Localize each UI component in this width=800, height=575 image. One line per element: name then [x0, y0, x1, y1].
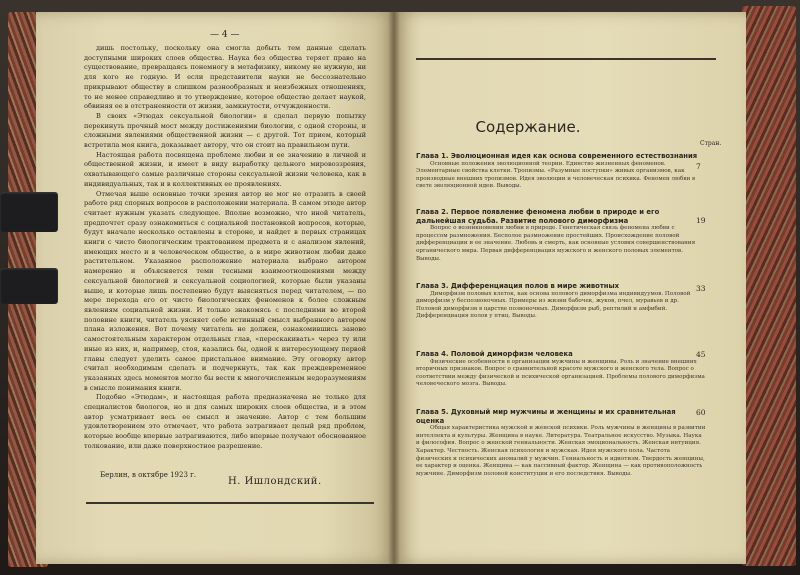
chapter-page: 60: [696, 408, 706, 417]
chapter-summary: Общая характеристика мужской и женской психики. Роль мужчины и женщины в развитии интеллекта и культуры. Женщина в науке. Литература. Театральное искусство. Музыка. Наука и философия. Вопрос о женской гениальности. Женская эмоциональность. Женская интуиция. Характер. Честность. Женская психология и мужская. Идея мужского пола. Частота физических и психических аномалий у мужчин. Гениальность и идиотизм. Твердость женщины, ее характер и оценка. Женщина — как пассивный фактор. Женщина — как противоположность мужчине. Диморфизм половой конституции и его последствия. Выводы.: [416, 425, 706, 477]
toc-title: Содержание.: [475, 118, 581, 136]
book-gutter: [388, 12, 400, 564]
clip-bottom: [0, 268, 58, 304]
chapter-summary: Физические особенности в организации мужчины и женщины. Роль и значение внешних вторичных признаков. Вопрос о сравнительной красоте мужского и женского тела. Вопрос о соответствии между физической и психической организацией. Проблемы полового диморфизма человеческого мозга. Выводы.: [416, 358, 705, 388]
pages-label: Стран.: [700, 140, 722, 147]
chapter-heading: Глава 1. Эволюционная идея как основа современного естествознания: [416, 152, 698, 160]
chapter-heading: Глава 4. Половой диморфизм человека: [416, 350, 573, 358]
chapter-page: 19: [696, 216, 706, 225]
paragraph: Настоящая работа посвящена проблеме любви и ее значению в личной и общественной жизни, и имеет в виду выработку цельного мировоззрения, охватывающего самые различные стороны сексуальной жизни человека, как в индивидуальных, так и в коллективных ее проявлениях.: [84, 150, 366, 188]
toc-chapter-2: [416, 208, 706, 263]
toc-chapter-3: [416, 282, 706, 321]
paragraph: В своих «Этюдах сексуальной биологии» я сделал первую попытку перекинуть прочный мост между достижениями биологии, с одной стороны, и сложными явлениями общественной жизни — с другой. Тот прием, который встретила моя книга, доказывает автору, что он стоит на правильном пути.: [84, 111, 366, 150]
toc-chapter-5: [416, 408, 706, 478]
clip-top: [0, 192, 58, 232]
preface-text: [84, 44, 366, 452]
paragraph: Подобно «Этюдам», и настоящая работа предназначена не только для специалистов биологов, но и для самых широких слоев общества, и в этом автор усматривает весь ее смысл и значение. Автор с тем большим удовлетворением это отмечает, что работа затрагивает целый ряд проблем, которые вообще впервые затрагиваются, либо впервые получают обоснованное толкование, или даже поверхностное разрешение.: [84, 393, 366, 450]
paragraph: Отмечая выше основные точки зрения автор не мог не отразить в своей работе ряд спорных вопросов в расположении материала. В самом этюде автор считает нужным указать следующее. Вполне возможно, что иной читатель, предпочтет сразу ознакомиться с социальной постановкой вопросов, которые, будут вначале несколько оставлены в стороне, и найдет в первых страницах книги с чисто биологическим трактованием предмета и с анализом явлений, имеющих место и в человеческом обществе, а в мире животном любви даже растительном. Указанное расположение материала выбрано автором намеренно и объясняется теми тесными взаимоотношениями между сексуальной биологией и сексуальной социологией, которые были указаны выше, и которые лишь постепенно будут выясняться перед читателем, — по мере перехода его от чисто биологических феноменов к более сложным явлениям социальной жизни. И только знакомясь с последними во второй половине книги, читатель уясняет себе истинный смысл выбранного автором плана изложения. Вот почему читатель не должен, ознакомившись заново самостоятельным характером отдельных глав, «перескакивать» через ту или иные из них, и, например, стоя, казались бы, одной к интересующему первой главы следует уделить самое пристальное внимание. Эту оговорку автор считал необходимым сделать и подчеркнуть, так как преждевременное указанных здесь моментов могло бы вести к многочисленным недоразумениям в смысле понимания книги.: [84, 189, 366, 392]
chapter-page: 45: [696, 350, 706, 359]
chapter-summary: Основные положения эволюционной теории. Единство жизненных феноменов. Элементарные свойства клетки. Тропизмы. «Разумные поступки» живых организмов, как производные внешних тропизмов. Идея эволюции и человеческая психика. Феномен любви в свете эволюционной идеи. Выводы.: [416, 160, 696, 190]
chapter-heading: Глава 3. Дифференциация полов в мире животных: [416, 282, 620, 290]
right-top-rule: [416, 58, 716, 60]
chapter-heading: Глава 5. Духовный мир мужчины и женщины и их сравнительная оценка: [416, 408, 676, 425]
author-signature: Н. Ишлондский.: [228, 476, 322, 487]
place-date: Берлин, в октябре 1923 г.: [100, 471, 197, 479]
left-page-number: — 4 —: [210, 30, 240, 40]
book-cover-right: [742, 6, 796, 566]
toc-chapter-1: [416, 152, 706, 191]
chapter-heading: Глава 2. Первое появление феномена любви в природе и его дальнейшая судьба. Развитие полового диморфизма: [416, 208, 660, 225]
chapter-page: 33: [696, 284, 706, 293]
toc-chapter-4: [416, 350, 706, 389]
paragraph: дишь постольку, поскольку она смогла добыть тем данные сделать доступными широких слоев общества. Наука без общества теряет право на существование, превращаясь понемногу в метафизику, никому не нужную, ни для кого не годную. И если представители науки не бессознательно прикрывают обществу в слишком разнообразных и неизбежных отношениях, то не менее справедливо и то утверждение, которое общество делает наукой, обвиняя ее в отстраненности от жизни, замкнутости, отчужденности.: [84, 44, 366, 111]
left-bottom-rule: [86, 502, 374, 504]
chapter-page: 7: [696, 162, 701, 171]
chapter-summary: Вопрос о возникновении любви в природе. Генетическая связь феномена любви с процессом размножения. Бесполое размножение простейших. Происхождение половой дифференциации и ее значение. Любовь и смерть, как основные условия совершенствования органического мира. Первая дифференциация мужского и женского половых элементов. Выводы.: [416, 225, 696, 262]
chapter-summary: Диморфизм половых клеток, как основа полового диморфизма индивидуумов. Половой диморфизм у беспозвоночных. Примеры из жизни бабочек, жуков, пчел, муравьев и др. Половой диморфизм в царстве позвоночных. Диморфизм рыб, рептилий и амфибий. Дифференциация полов у птиц. Выводы.: [416, 290, 691, 320]
